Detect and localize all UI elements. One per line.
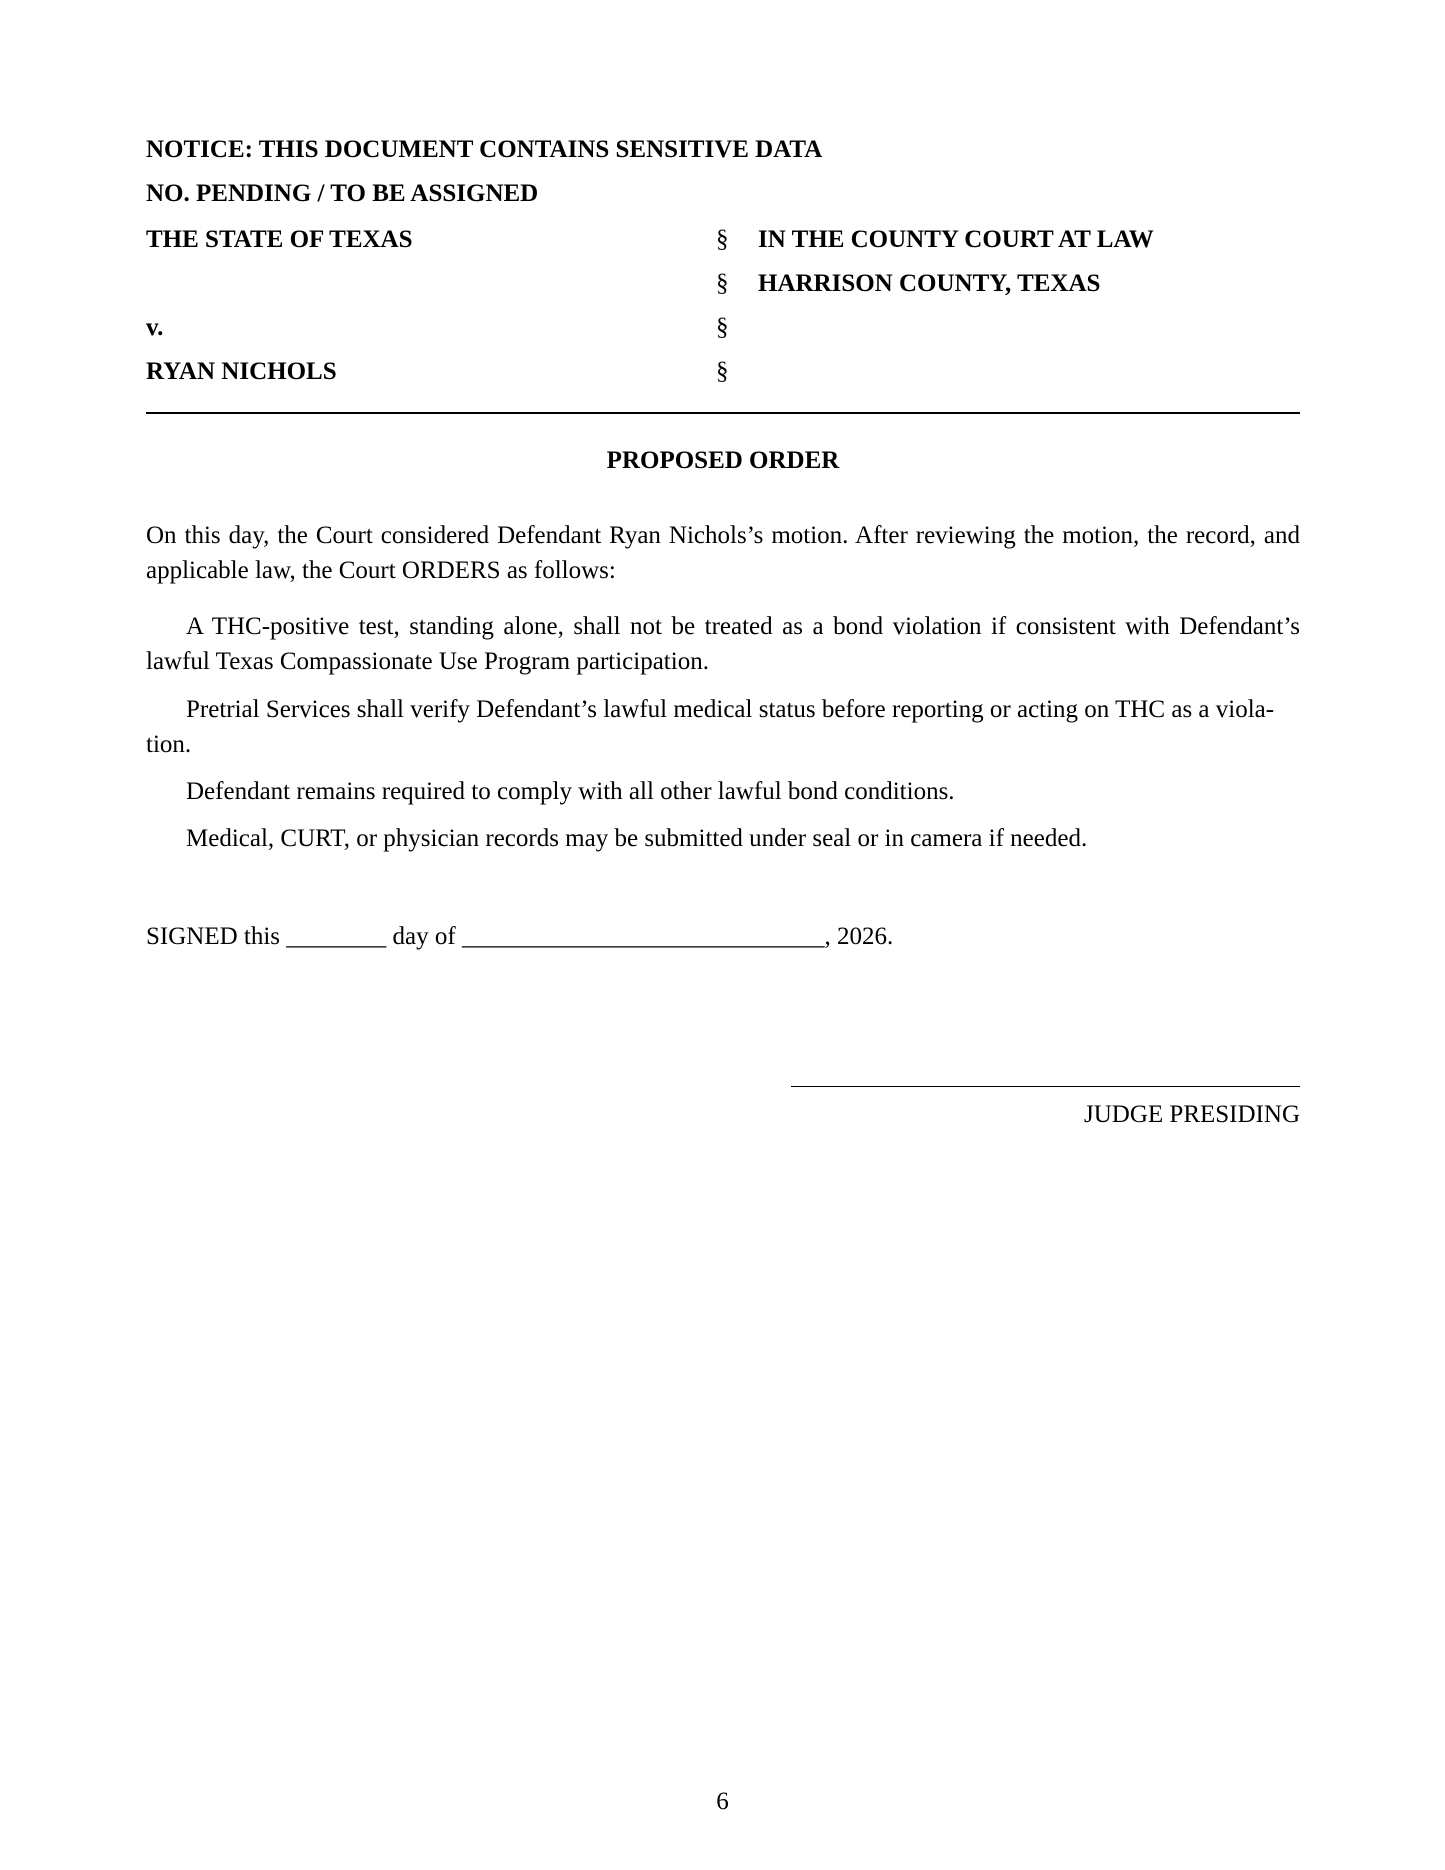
order-paragraph: Defendant remains required to comply with all other lawful bond conditions. bbox=[186, 778, 955, 805]
defendant-name: RYAN NICHOLS bbox=[146, 358, 337, 385]
court-name: IN THE COUNTY COURT AT LAW bbox=[758, 226, 1154, 253]
signature-line bbox=[791, 1086, 1300, 1087]
caption-row bbox=[146, 266, 1300, 301]
judge-presiding-label: JUDGE PRESIDING bbox=[1084, 1101, 1300, 1128]
order-paragraph: Pretrial Services shall verify Defendant’s lawful medical status before reporting or acting on THC as a viola-tion. bbox=[146, 696, 1275, 758]
order-paragraph: A THC-positive test, standing alone, shall not be treated as a bond violation if consistent with Defendant’s lawful Texas Compassionate Use Program participation. bbox=[146, 613, 1300, 675]
order-intro-paragraph: On this day, the Court considered Defendant Ryan Nichols’s motion. After reviewing the motion, the record, and applicable law, the Court ORDERS as follows: bbox=[146, 522, 1300, 584]
section-mark: § bbox=[716, 358, 729, 385]
section-mark: § bbox=[716, 270, 729, 297]
caption-row bbox=[146, 222, 1300, 257]
caption-row bbox=[146, 354, 1300, 389]
page-number: 6 bbox=[716, 1788, 729, 1815]
sensitive-data-notice: NOTICE: THIS DOCUMENT CONTAINS SENSITIVE DATA bbox=[146, 136, 823, 163]
plaintiff-name: THE STATE OF TEXAS bbox=[146, 226, 413, 253]
caption-row bbox=[146, 310, 1300, 345]
order-title: PROPOSED ORDER bbox=[606, 447, 840, 474]
order-paragraph: Medical, CURT, or physician records may be submitted under seal or in camera if needed. bbox=[186, 825, 1088, 852]
section-mark: § bbox=[716, 314, 729, 341]
signed-date-line: SIGNED this ________ day of _____________________________, 2026. bbox=[146, 923, 894, 950]
case-number: NO. PENDING / TO BE ASSIGNED bbox=[146, 180, 539, 207]
versus-label: v. bbox=[146, 314, 164, 341]
caption-divider bbox=[146, 412, 1300, 414]
court-county: HARRISON COUNTY, TEXAS bbox=[758, 270, 1101, 297]
section-mark: § bbox=[716, 226, 729, 253]
